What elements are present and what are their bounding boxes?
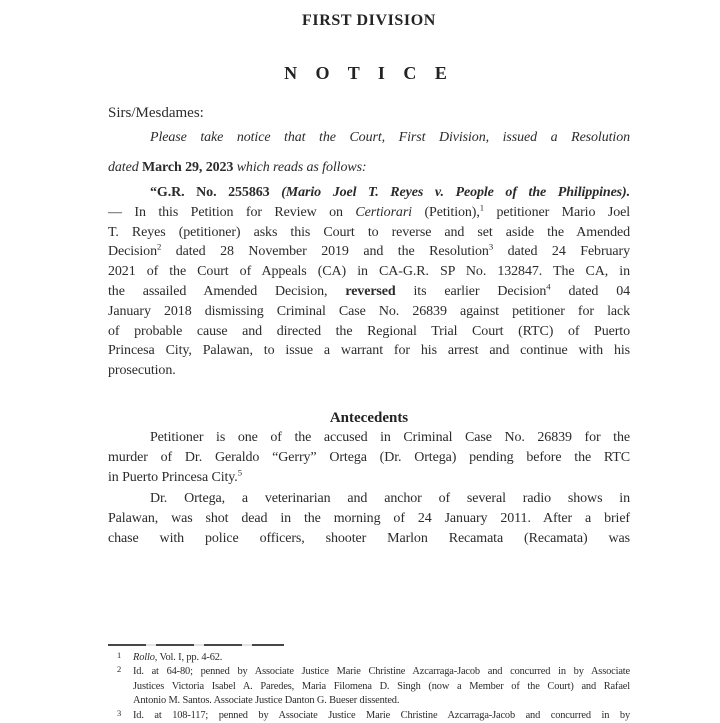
resolution-date: March 29, 2023: [142, 160, 234, 175]
antecedents-paragraph-2: [108, 489, 630, 550]
case-number: “G.R. No. 255863: [150, 185, 282, 200]
body-text: T. Reyes (petitioner) asks this Court to reverse and set aside the Amended: [108, 224, 630, 240]
footnote-marker-2: 2: [117, 664, 122, 675]
notice-title: N O T I C E: [284, 63, 454, 83]
body-text: prosecution.: [108, 363, 176, 379]
body-text: 2021 of the Court of Appeals (CA) in CA-G.R. SP No. 132847. The CA, in: [108, 264, 630, 280]
body-text: in Puerto Princesa City.: [108, 470, 238, 486]
antecedents-heading: Antecedents: [329, 409, 409, 426]
footnote-text: , Vol. I, pp. 4-62.: [154, 652, 223, 663]
reversed-emphasis: reversed: [345, 283, 396, 299]
antecedents-paragraph-1: [108, 428, 630, 489]
body-text: dated 24 February: [493, 244, 630, 260]
body-text: Princesa City, Palawan, to issue a warrant for his arrest and continue with his: [108, 343, 630, 359]
rollo-citation: Rollo: [133, 652, 155, 663]
footnote-ref-2: 2: [156, 241, 162, 252]
footnote-marker-3: 3: [117, 707, 122, 718]
body-text: petitioner Mario Joel: [484, 204, 630, 220]
body-text: murder of Dr. Geraldo “Gerry” Ortega (Dr. Ortega) pending before the RTC: [108, 450, 630, 466]
footnote-ref-4: 4: [546, 281, 551, 292]
body-text: Dr. Ortega, a veterinarian and anchor of several radio shows in: [150, 490, 630, 506]
footnote-ref-3: 3: [488, 241, 494, 252]
body-text: of probable cause and directed the Regional Trial Court (RTC) of Puerto: [108, 323, 630, 339]
footnote-ref-5: 5: [237, 467, 242, 478]
intro-paragraph: [108, 123, 630, 183]
intro-line-2-tail: which reads as follows:: [233, 160, 367, 175]
footnote-list: [108, 651, 630, 723]
body-text: January 2018 dismissing Criminal Case No. 26839 against petitioner for lack: [108, 303, 630, 319]
body-text: Decision: [108, 244, 157, 260]
footnote-3: [108, 709, 630, 723]
certiorari-term: Certiorari: [355, 204, 412, 220]
body-text: — In this Petition for Review on: [108, 204, 356, 220]
division-heading: FIRST DIVISION: [302, 12, 436, 29]
footnote-text: Id. at 108-117; penned by Associate Justice Marie Christine Azcarraga-Jacob and concurred in by: [133, 709, 630, 721]
footnote-text: Antonio M. Santos. Associate Justice Danton G. Bueser dissented.: [133, 695, 400, 707]
body-text: Palawan, was shot dead in the morning of 24 January 2011. After a brief: [108, 510, 630, 526]
footnote-area: [108, 644, 630, 723]
intro-dated-label: dated: [108, 160, 143, 175]
body-text: chase with police officers, shooter Marlon Recamata (Recamata) was: [108, 530, 630, 546]
footnote-text: Justices Victoria Isabel A. Paredes, Maria Filomena D. Singh (now a Member of the Court) and Rafael: [133, 680, 630, 692]
body-text: dated 04: [550, 283, 631, 299]
salutation: Sirs/Mesdames:: [108, 105, 204, 121]
body-text: Petitioner is one of the accused in Criminal Case No. 26839 for the: [150, 429, 630, 445]
footnote-marker-1: 1: [117, 650, 122, 660]
footnote-2: [108, 665, 630, 708]
resolution-paragraph: [108, 183, 630, 381]
footnote-text: Id. at 64-80; penned by Associate Justice Marie Christine Azcarraga-Jacob and concurred in by Associate: [133, 666, 630, 678]
intro-line-1: Please take notice that the Court, First Division, issued a Resolution: [150, 130, 630, 145]
body-text: its earlier Decision: [395, 283, 547, 299]
footnote-separator: [108, 644, 284, 646]
body-text: the assailed Amended Decision,: [108, 283, 346, 299]
footnote-ref-1: 1: [479, 202, 484, 213]
body-text: dated 28 November 2019 and the Resolution: [161, 244, 489, 260]
footnote-1: [108, 651, 630, 665]
case-title: (Mario Joel T. Reyes v. People of the Philippines).: [281, 185, 630, 200]
body-text: (Petition),: [411, 204, 480, 220]
